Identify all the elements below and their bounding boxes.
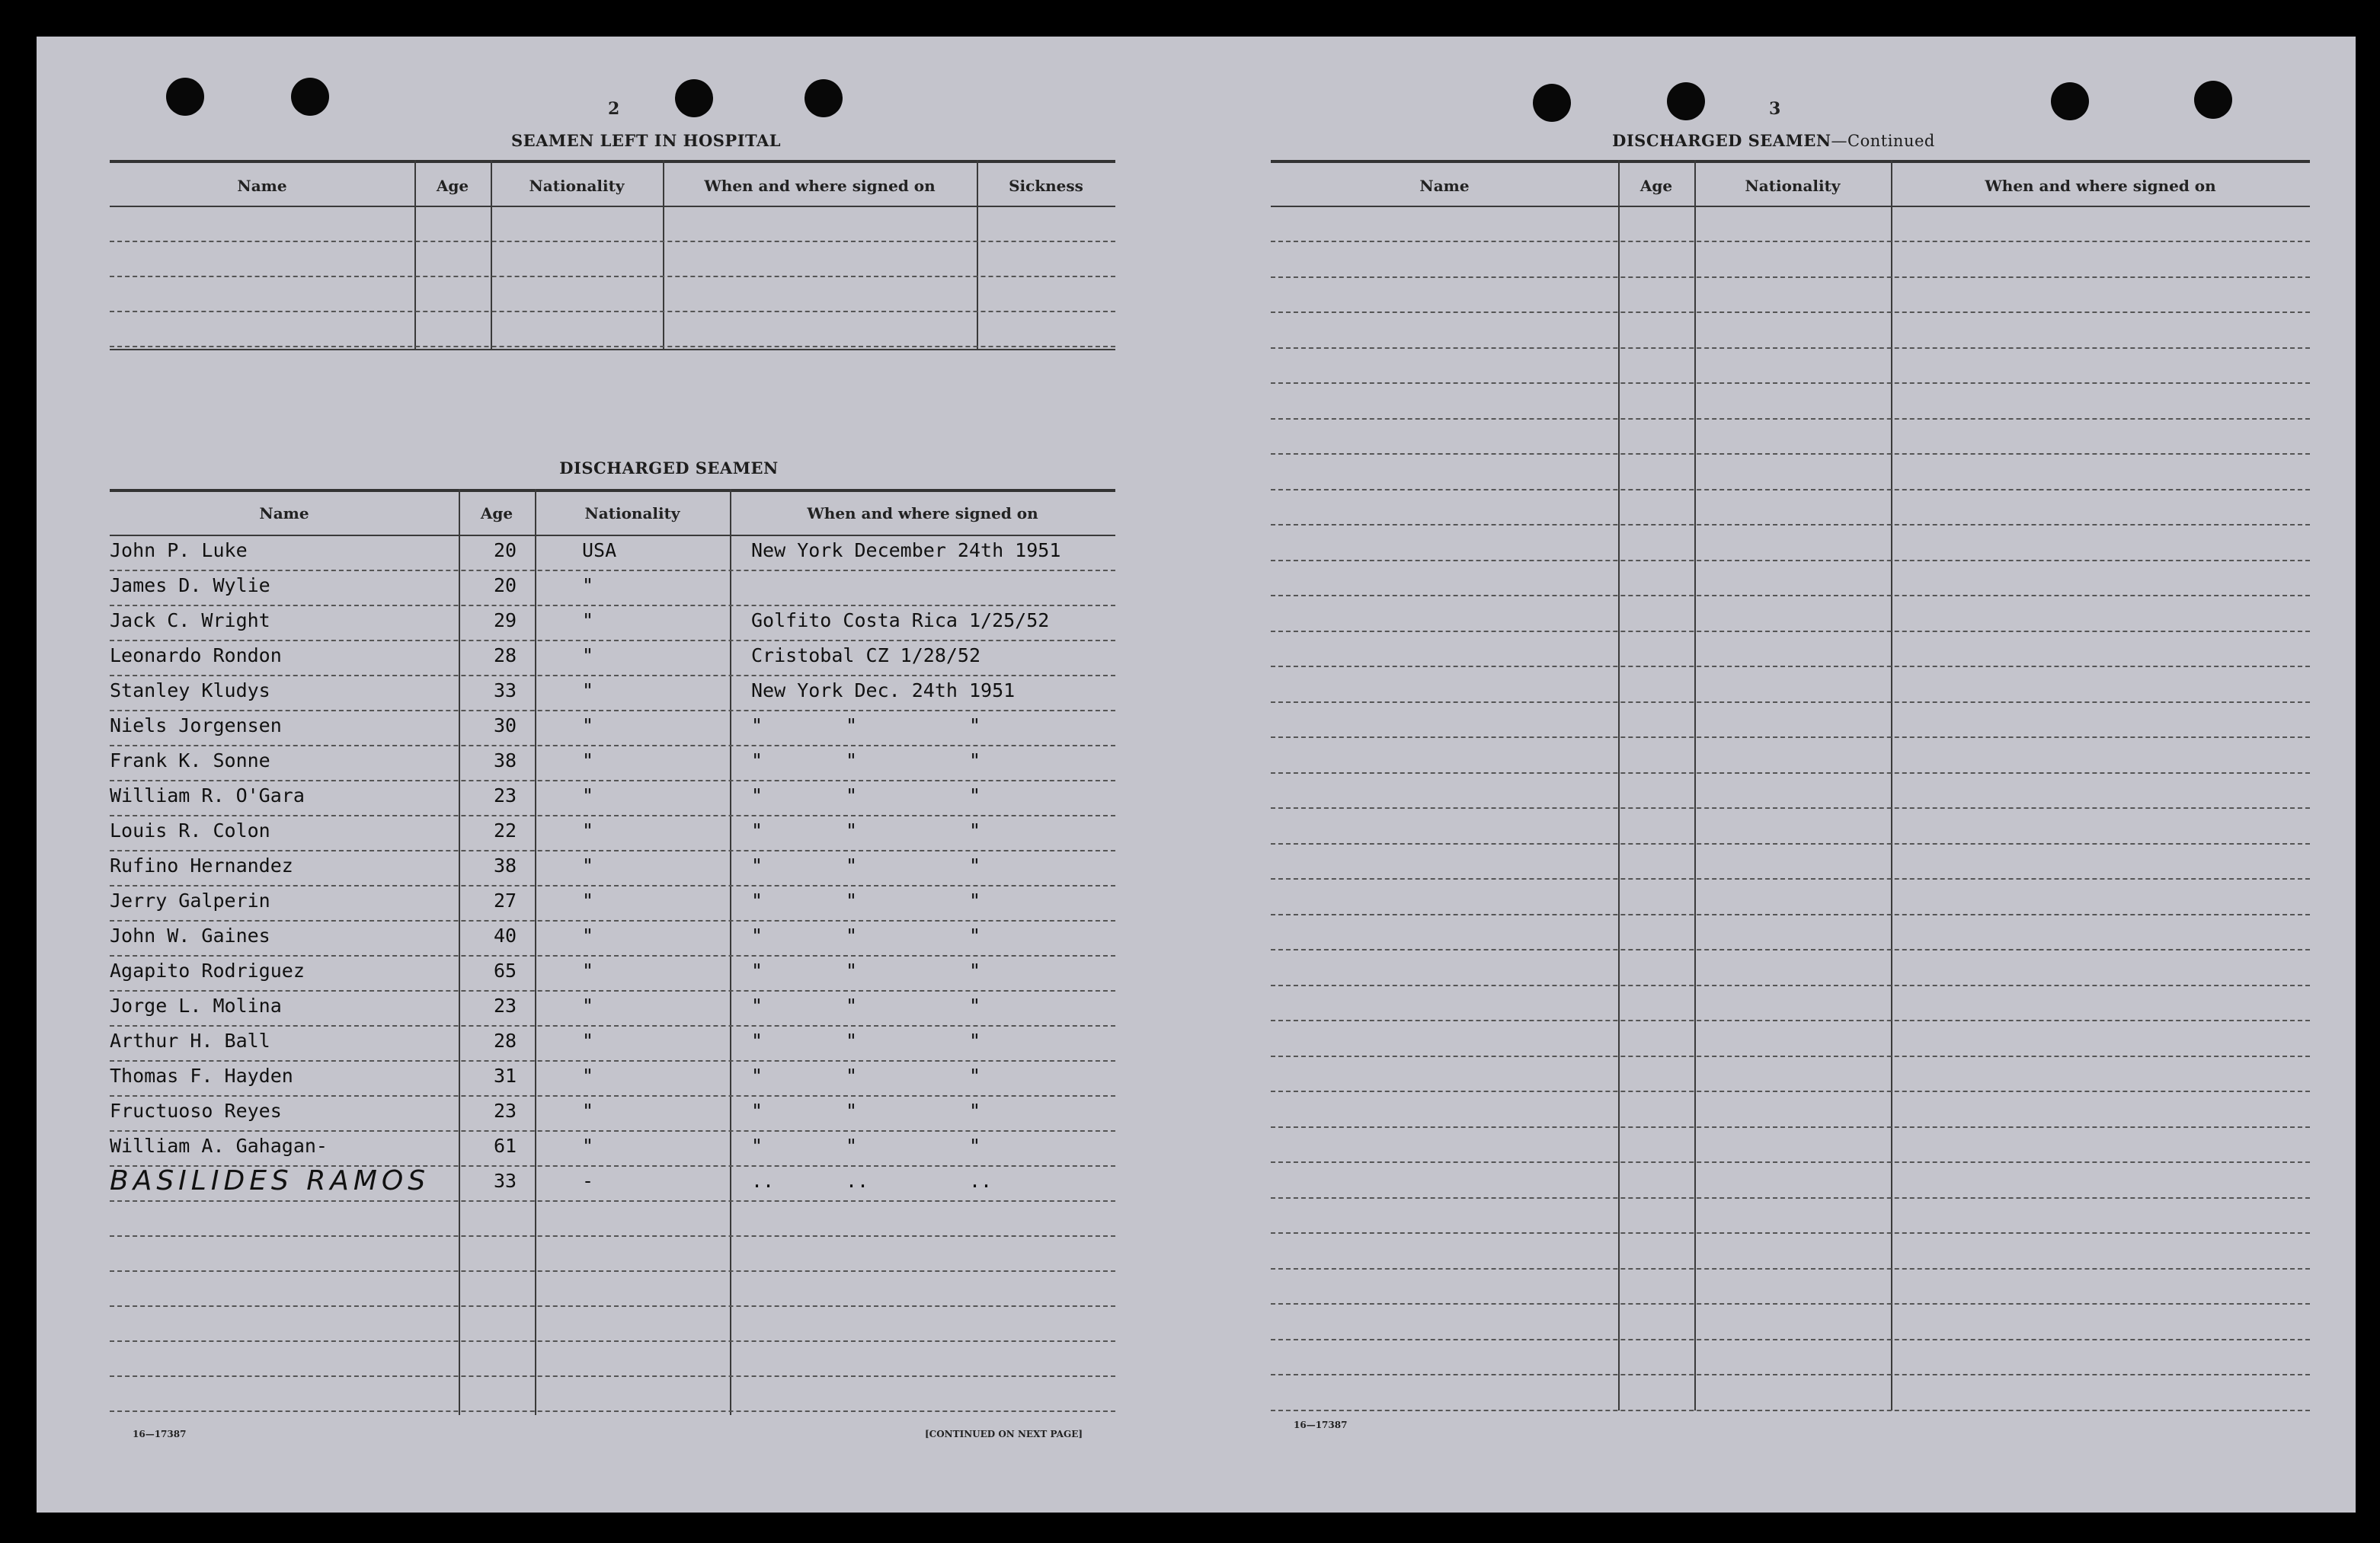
blank-row bbox=[1271, 1057, 2310, 1092]
seaman-name: Agapito Rodriguez bbox=[110, 960, 305, 982]
seaman-nationality: " bbox=[582, 1065, 594, 1087]
blank-row bbox=[1271, 207, 2310, 242]
blank-row bbox=[1271, 349, 2310, 384]
blank-row bbox=[1271, 845, 2310, 880]
right-form-number: 16—17387 bbox=[1294, 1420, 1348, 1430]
table-row bbox=[110, 1132, 1115, 1167]
hospital-header-sickness: Sickness bbox=[1009, 177, 1083, 195]
blank-row bbox=[1271, 1340, 2310, 1375]
discharged-title: DISCHARGED SEAMEN bbox=[559, 458, 779, 478]
seaman-age: 28 bbox=[494, 644, 517, 666]
seaman-nationality: " bbox=[582, 784, 594, 807]
seaman-age: 23 bbox=[494, 1100, 517, 1122]
table-row bbox=[110, 1342, 1115, 1377]
punch-hole bbox=[291, 78, 329, 116]
blank-row bbox=[1271, 455, 2310, 490]
hospital-table bbox=[110, 160, 1115, 477]
seaman-age: 30 bbox=[494, 714, 517, 736]
ditto-mark: " bbox=[846, 855, 858, 877]
blank-row bbox=[1271, 243, 2310, 278]
ditto-mark: " bbox=[846, 714, 858, 736]
seaman-age: 23 bbox=[494, 995, 517, 1017]
continued-header-age: Age bbox=[1639, 177, 1673, 195]
table-row bbox=[110, 1202, 1115, 1237]
seaman-age: 38 bbox=[494, 749, 517, 772]
table-row bbox=[110, 816, 1115, 851]
ditto-mark: " bbox=[969, 819, 981, 842]
document-sheet bbox=[37, 37, 2356, 1513]
table-row bbox=[110, 1027, 1115, 1062]
blank-row bbox=[110, 277, 1115, 312]
blank-row bbox=[1271, 880, 2310, 915]
seaman-signed-on: New York Dec. 24th 1951 bbox=[751, 679, 1016, 701]
seaman-age: 33 bbox=[494, 1170, 517, 1192]
blank-row bbox=[1271, 739, 2310, 774]
blank-row bbox=[1271, 1022, 2310, 1057]
seaman-name: Leonardo Rondon bbox=[110, 644, 282, 666]
blank-row bbox=[1271, 385, 2310, 420]
table-row bbox=[110, 536, 1115, 571]
seaman-age: 65 bbox=[494, 960, 517, 982]
continued-header-signed: When and where signed on bbox=[1985, 177, 2216, 195]
blank-row bbox=[110, 207, 1115, 242]
table-row bbox=[110, 1062, 1115, 1097]
seaman-nationality: " bbox=[582, 714, 594, 736]
discharged-header-name: Name bbox=[259, 504, 309, 522]
left-form-number: 16—17387 bbox=[133, 1429, 187, 1439]
blank-row bbox=[1271, 490, 2310, 526]
table-row bbox=[110, 1167, 1115, 1202]
continued-header-name: Name bbox=[1419, 177, 1470, 195]
ditto-mark: " bbox=[969, 995, 981, 1017]
ditto-mark: " bbox=[969, 890, 981, 912]
seaman-signed-on: " bbox=[751, 960, 763, 982]
punch-hole bbox=[1533, 84, 1571, 122]
table-row bbox=[110, 676, 1115, 711]
seaman-signed-on: " bbox=[751, 855, 763, 877]
seaman-nationality: " bbox=[582, 995, 594, 1017]
blank-row bbox=[1271, 774, 2310, 809]
seaman-name: William A. Gahagan- bbox=[110, 1135, 328, 1157]
seaman-name: Louis R. Colon bbox=[110, 819, 270, 842]
punch-hole bbox=[805, 79, 843, 117]
blank-row bbox=[1271, 632, 2310, 667]
seaman-age: 28 bbox=[494, 1030, 517, 1052]
right-title bbox=[1560, 131, 1987, 150]
seaman-name: Jerry Galperin bbox=[110, 890, 270, 912]
seaman-signed-on: Cristobal CZ 1/28/52 bbox=[751, 644, 981, 666]
seaman-name: BASILIDES RAMOS bbox=[110, 1165, 430, 1196]
blank-row bbox=[1271, 1199, 2310, 1234]
discharged-header-age: Age bbox=[480, 504, 513, 522]
seaman-age: 22 bbox=[494, 819, 517, 842]
table-row bbox=[110, 851, 1115, 887]
seaman-nationality: " bbox=[582, 925, 594, 947]
table-row bbox=[110, 641, 1115, 676]
seaman-age: 27 bbox=[494, 890, 517, 912]
ditto-mark: " bbox=[846, 995, 858, 1017]
ditto-mark: " bbox=[846, 819, 858, 842]
ditto-mark: " bbox=[846, 1135, 858, 1157]
blank-row bbox=[1271, 1305, 2310, 1340]
discharged-table bbox=[110, 489, 1115, 1456]
seaman-name: William R. O'Gara bbox=[110, 784, 305, 807]
ditto-mark: " bbox=[846, 1030, 858, 1052]
ditto-mark: .. bbox=[846, 1170, 869, 1192]
blank-row bbox=[1271, 1270, 2310, 1305]
table-row bbox=[110, 1377, 1115, 1412]
ditto-mark: " bbox=[846, 749, 858, 772]
seaman-nationality: " bbox=[582, 960, 594, 982]
blank-row bbox=[1271, 1164, 2310, 1199]
seaman-nationality: " bbox=[582, 644, 594, 666]
table-row bbox=[110, 887, 1115, 922]
blank-row bbox=[1271, 561, 2310, 596]
seaman-nationality: " bbox=[582, 1100, 594, 1122]
ditto-mark: " bbox=[846, 784, 858, 807]
seaman-name: Rufino Hernandez bbox=[110, 855, 293, 877]
ditto-mark: " bbox=[969, 960, 981, 982]
punch-hole bbox=[1667, 82, 1705, 120]
seaman-name: John P. Luke bbox=[110, 539, 248, 561]
ditto-mark: " bbox=[969, 1065, 981, 1087]
seaman-nationality: - bbox=[582, 1170, 594, 1192]
discharged-header-signed: When and where signed on bbox=[807, 504, 1038, 522]
seaman-signed-on: " bbox=[751, 1030, 763, 1052]
seaman-age: 20 bbox=[494, 539, 517, 561]
seaman-name: Jack C. Wright bbox=[110, 609, 270, 631]
seaman-nationality: " bbox=[582, 1030, 594, 1052]
blank-row bbox=[1271, 420, 2310, 455]
left-page-number: 2 bbox=[608, 99, 620, 119]
blank-row bbox=[1271, 278, 2310, 313]
blank-row bbox=[1271, 314, 2310, 349]
seaman-name: Thomas F. Hayden bbox=[110, 1065, 293, 1087]
seaman-name: Fructuoso Reyes bbox=[110, 1100, 282, 1122]
table-row bbox=[110, 992, 1115, 1027]
seaman-nationality: " bbox=[582, 890, 594, 912]
blank-row bbox=[1271, 526, 2310, 561]
continued-note: [CONTINUED ON NEXT PAGE] bbox=[925, 1429, 1083, 1439]
right-title-suffix: —Continued bbox=[1831, 132, 1935, 150]
seaman-name: Arthur H. Ball bbox=[110, 1030, 270, 1052]
table-row bbox=[110, 746, 1115, 781]
ditto-mark: .. bbox=[969, 1170, 993, 1192]
seaman-name: Frank K. Sonne bbox=[110, 749, 270, 772]
seaman-signed-on: " bbox=[751, 925, 763, 947]
seaman-nationality: " bbox=[582, 749, 594, 772]
seaman-signed-on: New York December 24th 1951 bbox=[751, 539, 1061, 561]
discharged-header-nationality: Nationality bbox=[584, 504, 680, 522]
table-row bbox=[110, 711, 1115, 746]
blank-row bbox=[110, 242, 1115, 277]
continued-header-nationality: Nationality bbox=[1745, 177, 1841, 195]
punch-hole bbox=[166, 78, 204, 116]
seaman-signed-on: " bbox=[751, 995, 763, 1017]
seaman-nationality: " bbox=[582, 855, 594, 877]
continued-table bbox=[1271, 160, 2310, 1455]
punch-hole bbox=[675, 79, 713, 117]
seaman-age: 38 bbox=[494, 855, 517, 877]
hospital-header-nationality: Nationality bbox=[529, 177, 625, 195]
seaman-signed-on: " bbox=[751, 890, 763, 912]
seaman-nationality: " bbox=[582, 609, 594, 631]
blank-row bbox=[1271, 668, 2310, 703]
table-row bbox=[110, 781, 1115, 816]
seaman-signed-on: " bbox=[751, 1135, 763, 1157]
seaman-signed-on: " bbox=[751, 1065, 763, 1087]
blank-row bbox=[1271, 986, 2310, 1021]
seaman-age: 20 bbox=[494, 574, 517, 596]
blank-row bbox=[1271, 1128, 2310, 1163]
table-row bbox=[110, 1237, 1115, 1272]
ditto-mark: " bbox=[969, 925, 981, 947]
seaman-signed-on: " bbox=[751, 714, 763, 736]
seaman-signed-on: " bbox=[751, 749, 763, 772]
blank-row bbox=[1271, 951, 2310, 986]
seaman-age: 31 bbox=[494, 1065, 517, 1087]
blank-row bbox=[1271, 597, 2310, 632]
seaman-name: Jorge L. Molina bbox=[110, 995, 282, 1017]
blank-row bbox=[1271, 810, 2310, 845]
blank-row bbox=[1271, 1235, 2310, 1270]
seaman-name: Stanley Kludys bbox=[110, 679, 270, 701]
hospital-header-age: Age bbox=[436, 177, 469, 195]
hospital-header-name: Name bbox=[237, 177, 287, 195]
table-row bbox=[110, 571, 1115, 606]
seaman-age: 61 bbox=[494, 1135, 517, 1157]
table-row bbox=[110, 1097, 1115, 1132]
punch-hole bbox=[2194, 81, 2232, 119]
blank-row bbox=[1271, 703, 2310, 738]
blank-row bbox=[110, 312, 1115, 347]
seaman-signed-on: .. bbox=[751, 1170, 775, 1192]
ditto-mark: " bbox=[846, 1065, 858, 1087]
blank-row bbox=[1271, 1093, 2310, 1128]
ditto-mark: " bbox=[846, 960, 858, 982]
seaman-signed-on: " bbox=[751, 819, 763, 842]
seaman-signed-on: " bbox=[751, 784, 763, 807]
table-row bbox=[110, 957, 1115, 992]
ditto-mark: " bbox=[846, 890, 858, 912]
seaman-name: Niels Jorgensen bbox=[110, 714, 282, 736]
seaman-age: 23 bbox=[494, 784, 517, 807]
table-row bbox=[110, 1272, 1115, 1307]
seaman-nationality: USA bbox=[582, 539, 617, 561]
seaman-age: 29 bbox=[494, 609, 517, 631]
seaman-nationality: " bbox=[582, 1135, 594, 1157]
table-row bbox=[110, 1307, 1115, 1342]
ditto-mark: " bbox=[969, 749, 981, 772]
ditto-mark: " bbox=[846, 1100, 858, 1122]
blank-row bbox=[1271, 1376, 2310, 1411]
punch-hole bbox=[2051, 82, 2089, 120]
ditto-mark: " bbox=[969, 1100, 981, 1122]
seaman-nationality: " bbox=[582, 819, 594, 842]
hospital-title: SEAMEN LEFT IN HOSPITAL bbox=[510, 131, 782, 150]
ditto-mark: " bbox=[846, 925, 858, 947]
seaman-age: 40 bbox=[494, 925, 517, 947]
ditto-mark: " bbox=[969, 1135, 981, 1157]
seaman-signed-on: " bbox=[751, 1100, 763, 1122]
blank-row bbox=[1271, 915, 2310, 950]
ditto-mark: " bbox=[969, 714, 981, 736]
seaman-age: 33 bbox=[494, 679, 517, 701]
seaman-name: James D. Wylie bbox=[110, 574, 270, 596]
right-page-number: 3 bbox=[1769, 99, 1781, 119]
ditto-mark: " bbox=[969, 855, 981, 877]
seaman-name: John W. Gaines bbox=[110, 925, 270, 947]
table-row bbox=[110, 606, 1115, 641]
seaman-signed-on: Golfito Costa Rica 1/25/52 bbox=[751, 609, 1050, 631]
hospital-header-signed: When and where signed on bbox=[704, 177, 936, 195]
right-title-main: DISCHARGED SEAMEN bbox=[1612, 131, 1831, 150]
ditto-mark: " bbox=[969, 1030, 981, 1052]
table-row bbox=[110, 922, 1115, 957]
seaman-nationality: " bbox=[582, 679, 594, 701]
ditto-mark: " bbox=[969, 784, 981, 807]
seaman-nationality: " bbox=[582, 574, 594, 596]
